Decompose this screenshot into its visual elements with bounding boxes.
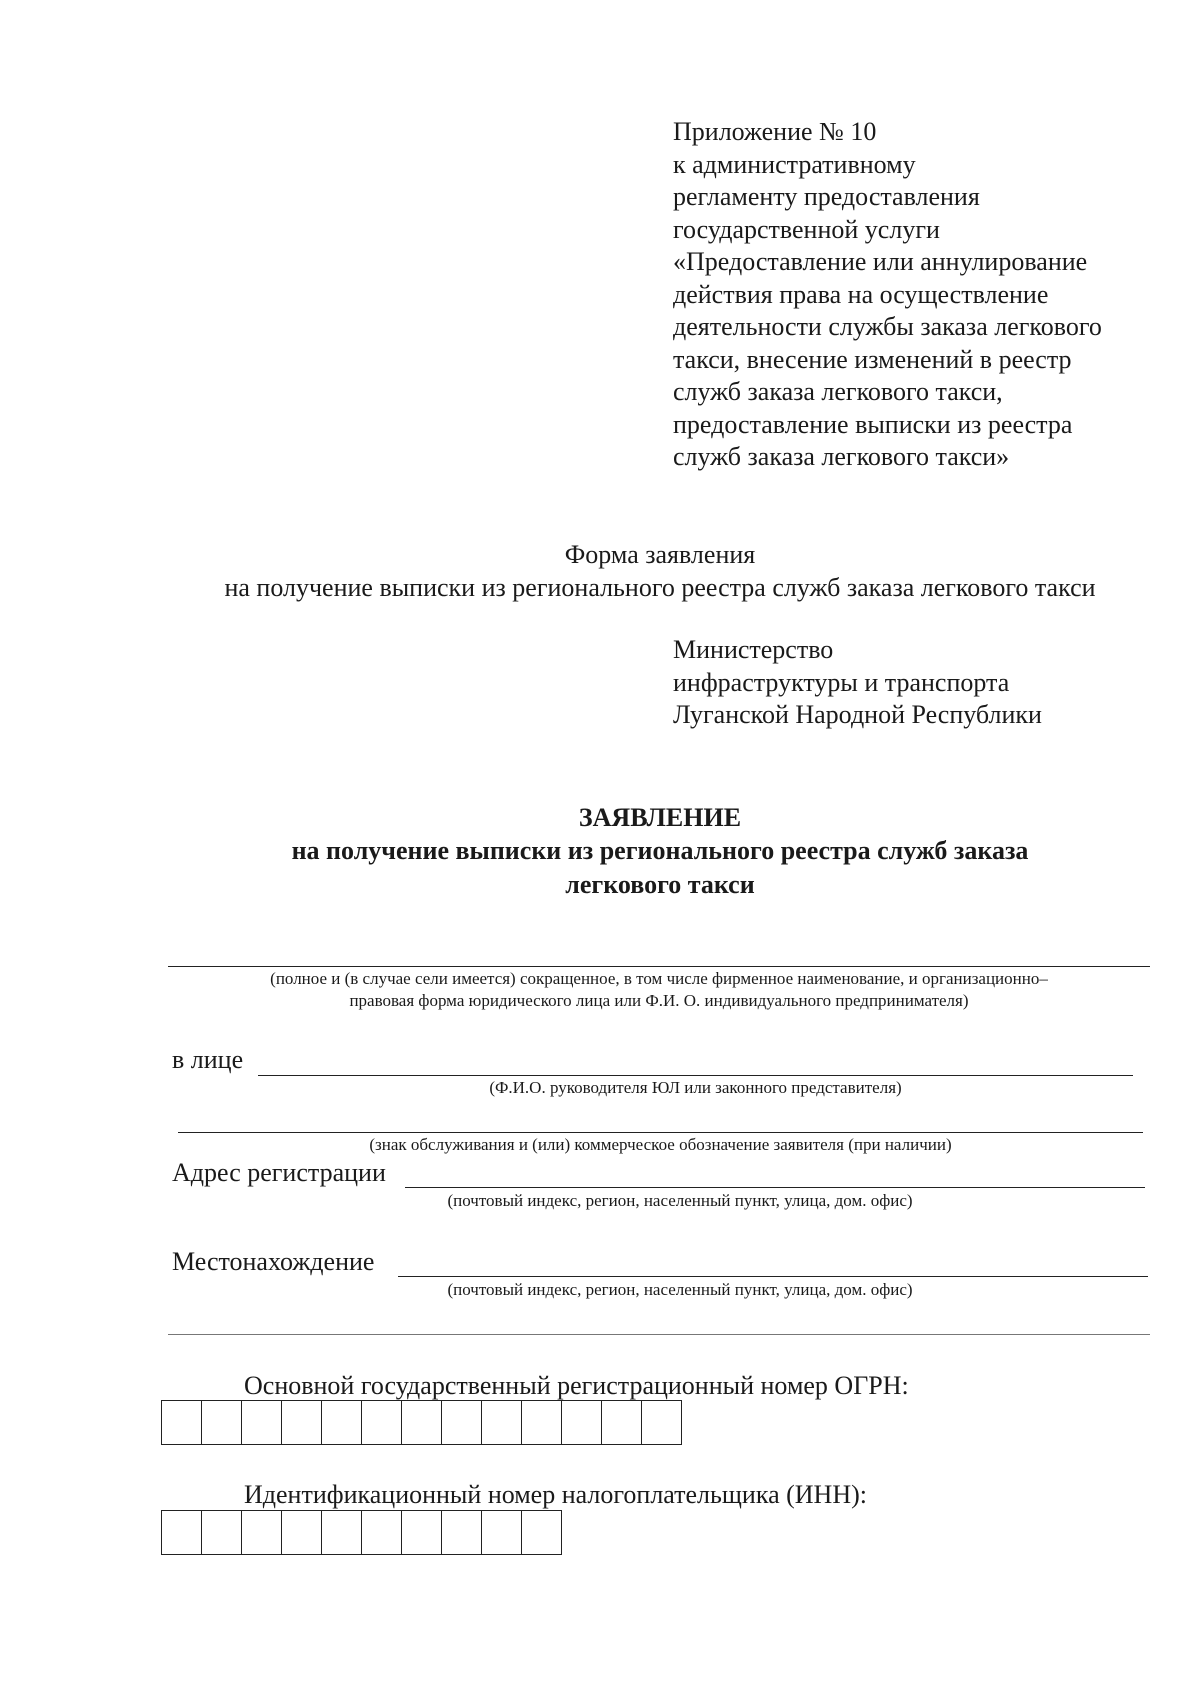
address-field[interactable] xyxy=(405,1187,1145,1188)
appendix-line: Приложение № 10 xyxy=(673,117,877,146)
ogrn-digit-cell[interactable] xyxy=(522,1401,562,1444)
applicant-name-hint-line2: правовая форма юридического лица или Ф.И. О. индивидуального предпринимателя) xyxy=(349,991,969,1010)
inn-input-cells xyxy=(161,1510,562,1555)
ogrn-digit-cell[interactable] xyxy=(562,1401,602,1444)
ogrn-digit-cell[interactable] xyxy=(202,1401,242,1444)
appendix-line: предоставление выписки из реестра xyxy=(673,409,1073,439)
applicant-name-field[interactable] xyxy=(168,966,1150,967)
ministry-line: инфраструктуры и транспорта xyxy=(673,667,1010,697)
appendix-line: деятельности службы заказа легкового xyxy=(673,312,1102,341)
appendix-line: «Предоставление или аннулирование xyxy=(673,247,1088,276)
ogrn-digit-cell[interactable] xyxy=(362,1401,402,1444)
appendix-line: такси, внесение изменений в реестр xyxy=(673,344,1072,374)
document-heading-line2: на получение выписки из регионального реестра служб заказа xyxy=(291,836,1029,865)
inn-digit-cell[interactable] xyxy=(482,1511,522,1554)
document-heading-line3: легкового такси xyxy=(565,870,755,899)
trademark-field[interactable] xyxy=(178,1132,1143,1133)
ogrn-digit-cell[interactable] xyxy=(322,1401,362,1444)
appendix-line: служб заказа легкового такси» xyxy=(673,442,1010,471)
ogrn-digit-cell[interactable] xyxy=(162,1401,202,1444)
location-field[interactable] xyxy=(398,1276,1148,1277)
ogrn-digit-cell[interactable] xyxy=(442,1401,482,1444)
form-title-line1: Форма заявления xyxy=(564,540,756,569)
location-label: Местонахождение xyxy=(172,1247,375,1276)
trademark-hint: (знак обслуживания и (или) коммерческое обозначение заявителя (при наличии) xyxy=(369,1135,952,1154)
inn-digit-cell[interactable] xyxy=(362,1511,402,1554)
inn-digit-cell[interactable] xyxy=(442,1511,482,1554)
location-hint: (почтовый индекс, регион, населенный пункт, улица, дом. офис) xyxy=(447,1280,913,1299)
inn-digit-cell[interactable] xyxy=(522,1511,562,1554)
inn-digit-cell[interactable] xyxy=(282,1511,322,1554)
represented-label: в лице xyxy=(172,1045,244,1074)
applicant-name-hint-line1: (полное и (в случае сели имеется) сокращенное, в том числе фирменное наименование, и организационно– xyxy=(270,969,1048,988)
section-divider xyxy=(168,1334,1150,1335)
form-title-line2: на получение выписки из регионального реестра служб заказа легкового такси xyxy=(224,573,1096,602)
appendix-line: регламенту предоставления xyxy=(673,182,980,211)
ogrn-label: Основной государственный регистрационный номер ОГРН: xyxy=(244,1371,909,1400)
appendix-line: государственной услуги xyxy=(673,214,940,244)
appendix-line: действия права на осуществление xyxy=(673,279,1049,309)
represented-field[interactable] xyxy=(258,1075,1133,1076)
inn-digit-cell[interactable] xyxy=(202,1511,242,1554)
ministry-line: Луганской Народной Республики xyxy=(673,700,1042,729)
represented-hint: (Ф.И.О. руководителя ЮЛ или законного представителя) xyxy=(489,1078,902,1097)
ministry-line: Министерство xyxy=(673,635,834,664)
address-hint: (почтовый индекс, регион, населенный пункт, улица, дом. офис) xyxy=(447,1191,913,1210)
appendix-line: к административному xyxy=(673,149,916,179)
ogrn-input-cells xyxy=(161,1400,682,1445)
address-label: Адрес регистрации xyxy=(172,1158,386,1187)
ogrn-digit-cell[interactable] xyxy=(242,1401,282,1444)
inn-digit-cell[interactable] xyxy=(402,1511,442,1554)
document-heading: ЗАЯВЛЕНИЕ xyxy=(578,803,742,832)
inn-digit-cell[interactable] xyxy=(322,1511,362,1554)
inn-digit-cell[interactable] xyxy=(162,1511,202,1554)
inn-digit-cell[interactable] xyxy=(242,1511,282,1554)
appendix-block xyxy=(673,116,1183,474)
ogrn-digit-cell[interactable] xyxy=(282,1401,322,1444)
ogrn-digit-cell[interactable] xyxy=(402,1401,442,1444)
ogrn-digit-cell[interactable] xyxy=(602,1401,642,1444)
appendix-line: служб заказа легкового такси, xyxy=(673,377,1003,406)
ministry-block xyxy=(673,634,1042,732)
ogrn-digit-cell[interactable] xyxy=(642,1401,682,1444)
ogrn-digit-cell[interactable] xyxy=(482,1401,522,1444)
inn-label: Идентификационный номер налогоплательщика (ИНН): xyxy=(244,1480,867,1509)
